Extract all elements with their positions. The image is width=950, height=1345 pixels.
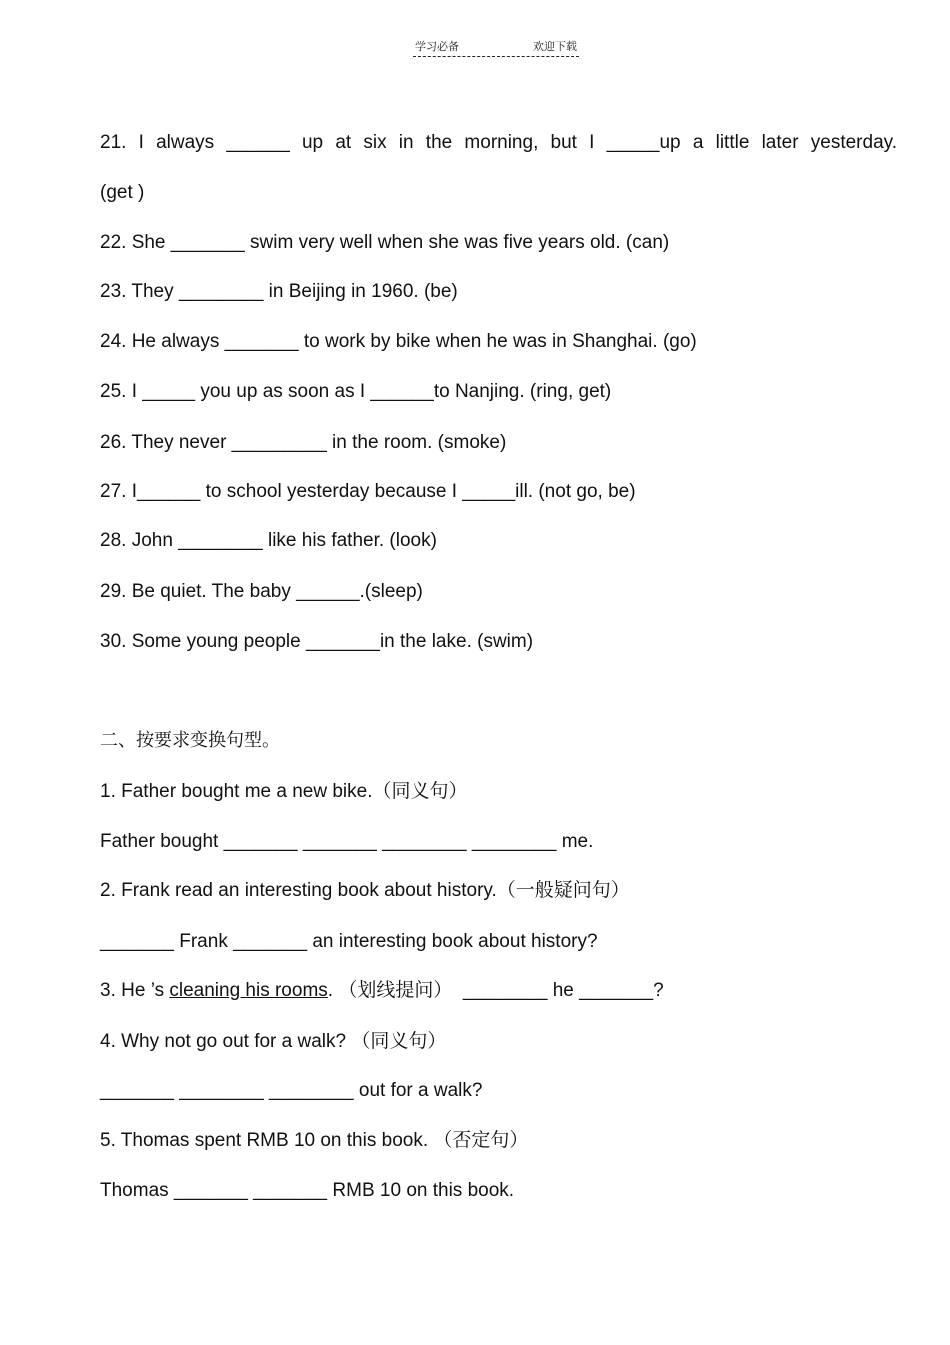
exercise-26: 26. They never _________ in the room. (smoke)	[100, 432, 507, 453]
transform-1-answer: Father bought _______ _______ ________ ________ me.	[100, 831, 594, 852]
exercise-30: 30. Some young people _______in the lake. (swim)	[100, 631, 534, 652]
exercise-24: 24. He always _______ to work by bike when he was in Shanghai. (go)	[100, 331, 697, 352]
page-header	[413, 40, 579, 57]
transform-5: 5. Thomas spent RMB 10 on this book. （否定句）	[100, 1130, 529, 1151]
transform-2-answer: _______ Frank _______ an interesting book about history?	[100, 931, 598, 952]
transform-4-answer: _______ ________ ________ out for a walk?	[100, 1080, 483, 1101]
section-heading: 二、按要求变换句型。	[100, 730, 280, 751]
transform-3-pre: 3. He ’s	[100, 980, 170, 1001]
exercise-21: 21. I always ______ up at six in the morning, but I _____up a little later yesterday.	[100, 132, 897, 153]
exercise-23: 23. They ________ in Beijing in 1960. (be)	[100, 281, 458, 302]
transform-2: 2. Frank read an interesting book about history.（一般疑问句）	[100, 880, 630, 901]
transform-3	[100, 979, 664, 1003]
header-right-text: 欢迎下载	[533, 40, 577, 53]
exercise-25: 25. I _____ you up as soon as I ______to Nanjing. (ring, get)	[100, 381, 612, 402]
transform-4: 4. Why not go out for a walk? （同义句）	[100, 1031, 447, 1052]
exercise-21-hint: (get )	[100, 182, 145, 203]
header-left-text: 学习必备	[415, 40, 459, 53]
transform-1: 1. Father bought me a new bike.（同义句）	[100, 781, 468, 802]
exercise-29: 29. Be quiet. The baby ______.(sleep)	[100, 581, 423, 602]
exercise-28: 28. John ________ like his father. (look)	[100, 530, 437, 551]
exercise-22: 22. She _______ swim very well when she was five years old. (can)	[100, 232, 670, 253]
transform-3-underlined: cleaning his rooms	[169, 980, 328, 1001]
exercise-27: 27. I______ to school yesterday because I _____ill. (not go, be)	[100, 481, 636, 502]
transform-5-answer: Thomas _______ _______ RMB 10 on this book.	[100, 1180, 515, 1201]
transform-3-post: . （划线提问） ________ he _______?	[327, 980, 664, 1001]
